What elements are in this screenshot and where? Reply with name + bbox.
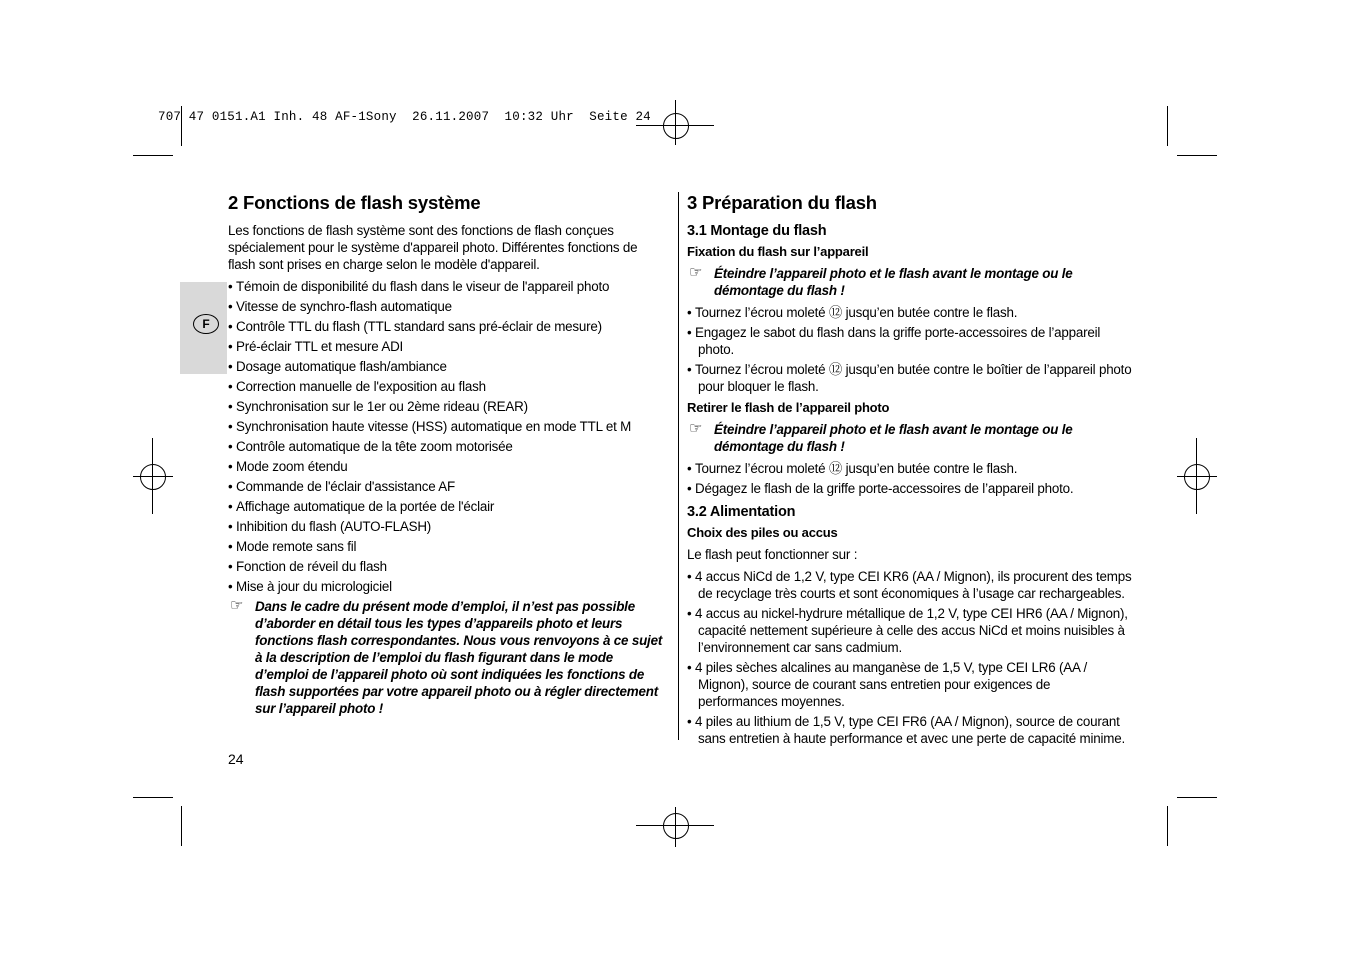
subsection-title-power: 3.2 Alimentation: [687, 504, 796, 520]
list-item: • Affichage automatique de la portée de l'éclair: [228, 498, 668, 515]
left-column: [228, 192, 668, 722]
list-item: • Correction manuelle de l'exposition au flash: [228, 378, 668, 395]
note-block: [687, 421, 1132, 455]
list-item: • Mise à jour du micrologiciel: [228, 578, 668, 595]
right-column: [687, 192, 1132, 750]
list-item: • Dosage automatique flash/ambiance: [228, 358, 668, 375]
note-block: [687, 265, 1132, 299]
list-item: • Tournez l’écrou moleté ⑫ jusqu’en butée contre le boîtier de l’appareil photo pour bloquer le flash.: [687, 361, 1132, 395]
note-block: [228, 598, 668, 717]
feature-list: [228, 278, 668, 595]
list-item: • Inhibition du flash (AUTO-FLASH): [228, 518, 668, 535]
list-item: • Engagez le sabot du flash dans la griffe porte-accessoires de l’appareil photo.: [687, 324, 1132, 358]
list-item: • 4 piles au lithium de 1,5 V, type CEI FR6 (AA / Mignon), source de courant sans entretien à haute performance et avec une perte de capacité minime.: [687, 713, 1132, 747]
subheading-batteries: Choix des piles ou accus: [687, 525, 838, 540]
list-item: • 4 piles sèches alcalines au manganèse de 1,5 V, type CEI LR6 (AA / Mignon), source de courant sans entretien pour exigences de performances moyennes.: [687, 659, 1132, 710]
intro-paragraph: Les fonctions de flash système sont des fonctions de flash conçues spécialement pour le système d'appareil photo. Différentes fonctions de flash sont prises en charge selon le modèle d'appareil.: [228, 223, 638, 272]
list-item: • Mode zoom étendu: [228, 458, 668, 475]
note-text: Éteindre l’appareil photo et le flash avant le montage ou le démontage du flash !: [714, 266, 1073, 298]
pointing-hand-icon: ☞: [689, 420, 703, 437]
pointing-hand-icon: ☞: [689, 264, 703, 281]
note-text: Éteindre l’appareil photo et le flash avant le montage ou le démontage du flash !: [714, 422, 1073, 454]
list-item: • Dégagez le flash de la griffe porte-accessoires de l’appareil photo.: [687, 480, 1132, 497]
print-header: 707 47 0151.A1 Inh. 48 AF-1Sony 26.11.2007 10:32 Uhr Seite 24: [158, 110, 651, 124]
section-title-preparation: 3 Préparation du flash: [687, 192, 877, 213]
battery-list: [687, 568, 1132, 747]
list-item: • Vitesse de synchro-flash automatique: [228, 298, 668, 315]
remove-steps-list: [687, 460, 1132, 497]
list-item: • Synchronisation sur le 1er ou 2ème rideau (REAR): [228, 398, 668, 415]
list-item: • Tournez l’écrou moleté ⑫ jusqu’en butée contre le flash.: [687, 304, 1132, 321]
list-item: • Contrôle TTL du flash (TTL standard sans pré-éclair de mesure): [228, 318, 668, 335]
pointing-hand-icon: ☞: [230, 597, 244, 614]
subheading-remove: Retirer le flash de l’appareil photo: [687, 400, 890, 415]
list-item: • Pré-éclair TTL et mesure ADI: [228, 338, 668, 355]
list-item: • 4 accus NiCd de 1,2 V, type CEI KR6 (AA / Mignon), ils procurent des temps de recyclage très courts et sont économiques à l’usage car rechargeables.: [687, 568, 1132, 602]
note-text: Dans le cadre du présent mode d’emploi, il n’est pas possible d’aborder en détail tous les types d’appareils photo et leurs fonctions flash correspondantes. Nous vous renvoyons à ce sujet à la description de l’emploi du flash figurant dans le mode d’emploi de l’appareil photo où sont indiquées les fonctions de flash supportées par votre appareil photo ou à régler directement sur l’appareil photo !: [255, 599, 663, 716]
list-item: • Tournez l’écrou moleté ⑫ jusqu’en butée contre le flash.: [687, 460, 1132, 477]
subsection-title-mounting: 3.1 Montage du flash: [687, 223, 827, 239]
list-item: • 4 accus au nickel-hydrure métallique de 1,2 V, type CEI HR6 (AA / Mignon), capacité nettement supérieure à celle des accus NiCd et moins nuisibles à l’environnement car sans cadmium.: [687, 605, 1132, 656]
language-badge: F: [193, 314, 219, 334]
attach-steps-list: [687, 304, 1132, 395]
page-number: 24: [228, 751, 244, 767]
list-item: • Synchronisation haute vitesse (HSS) automatique en mode TTL et M: [228, 418, 668, 435]
list-item: • Fonction de réveil du flash: [228, 558, 668, 575]
list-item: • Commande de l'éclair d'assistance AF: [228, 478, 668, 495]
column-divider: [678, 192, 679, 740]
list-item: • Mode remote sans fil: [228, 538, 668, 555]
subheading-attach: Fixation du flash sur l’appareil: [687, 244, 869, 259]
power-intro: Le flash peut fonctionner sur :: [687, 547, 858, 562]
list-item: • Contrôle automatique de la tête zoom motorisée: [228, 438, 668, 455]
list-item: • Témoin de disponibilité du flash dans le viseur de l'appareil photo: [228, 278, 668, 295]
section-title-system-functions: 2 Fonctions de flash système: [228, 192, 481, 213]
